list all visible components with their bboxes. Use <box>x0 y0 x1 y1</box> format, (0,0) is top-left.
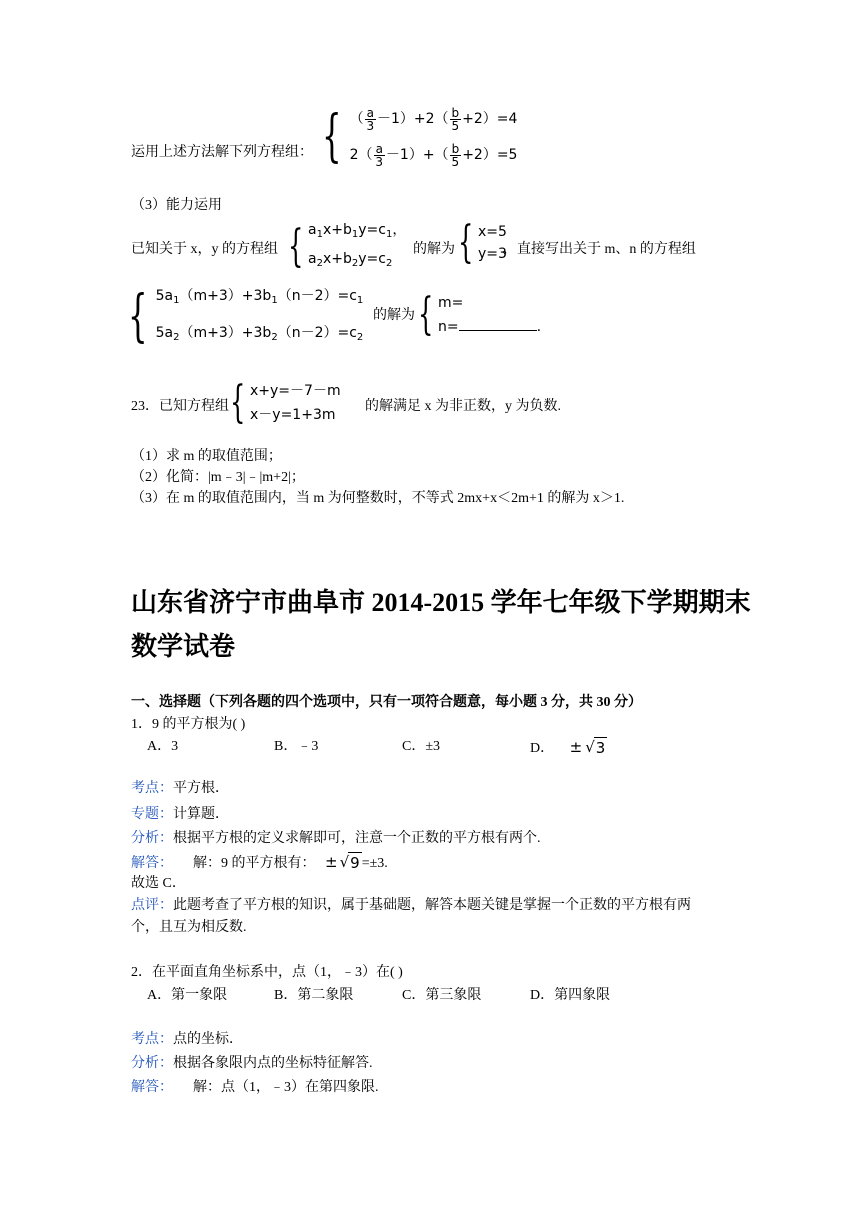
q23-sub1: （1）求 m 的取值范围； <box>131 449 282 464</box>
sqrt-expression: ± √ 3 <box>569 738 606 757</box>
solution-a: { x=5 y=3 <box>458 217 507 268</box>
q23-pre: 23．已知方程组 <box>131 399 229 414</box>
q23-post: 的解满足 x 为非正数，y 为负数. <box>365 399 561 414</box>
q23-system: { x+y=－7－m x－y=1+3m <box>230 377 341 428</box>
left-brace: { <box>418 289 434 340</box>
sqrt-expression: ± √ 9 <box>325 853 360 872</box>
part2-intro: 运用上述方法解下列方程组： <box>131 145 313 160</box>
part3-heading: （3）能力运用 <box>131 198 222 213</box>
q23-sub3: （3）在 m 的取值范围内，当 m 为何整数时，不等式 2mx+x＜2m+1 的解为 x＞1. <box>131 491 625 506</box>
part3-line1-mid: 的解为 <box>413 242 455 257</box>
q1-dianping-cont: 个，且互为相反数. <box>131 920 247 935</box>
q1-option-a: A．3 <box>147 739 179 754</box>
system1-eq2: 2（ $\frac{a}{3}$ －1）+（ $\frac{b}{5}$ +2）=5 <box>349 141 518 169</box>
q2-option-a: A．第一象限 <box>147 988 228 1003</box>
left-brace: { <box>288 221 304 272</box>
q2-jieda: 解答： 解：点（1，﹣3）在第四象限. <box>131 1080 379 1095</box>
q1-option-b: B．﹣3 <box>274 739 319 754</box>
q2-option-c: C．第三象限 <box>402 988 482 1003</box>
exam-title-line1: 山东省济宁市曲阜市 2014-2015 学年七年级下学期期末 <box>131 588 751 617</box>
left-brace: { <box>322 104 342 169</box>
exam-title-line2: 数学试卷 <box>131 632 236 661</box>
part3-line1-post: ，直接写出关于 m、n 的方程组 <box>503 242 696 257</box>
q2-option-d: D．第四象限 <box>530 988 611 1003</box>
answer-blank <box>459 318 537 331</box>
section1-heading: 一、选择题（下列各题的四个选项中，只有一项符合题意，每小题 3 分，共 30 分） <box>131 695 642 710</box>
equation-system-1 <box>322 106 517 168</box>
left-brace: { <box>230 377 246 428</box>
equation-system-b: { $5a_1(m+3)+3b_1(n-2)=c_1$ $5a_2(m+3)+3b_2(n-2)=c_2$ <box>128 284 364 349</box>
q1-jieda: 解答： 解：9 的平方根有： ± √ 9 =±3. <box>131 853 388 872</box>
part3-line2-mid: 的解为 <box>373 308 415 323</box>
q1-guxuan: 故选 C． <box>131 876 186 891</box>
q1-kaodian: 考点：平方根． <box>131 781 229 796</box>
q1-stem: 1．9 的平方根为( ) <box>131 717 246 732</box>
part3-line1-pre: 已知关于 x，y 的方程组 <box>131 242 278 257</box>
q1-zhuanti: 专题：计算题． <box>131 807 229 822</box>
left-brace: { <box>128 284 148 349</box>
equation-system-a: { $a_1x+b_1y=c_1$， $a_2x+b_2y=c_2$ <box>288 221 407 272</box>
left-brace: { <box>458 217 474 268</box>
q2-option-b: B．第二象限 <box>274 988 354 1003</box>
solution-b: { m= n= . <box>418 289 542 340</box>
system1-eq1: （ $\frac{a}{3}$ －1）+2（ $\frac{b}{5}$ +2）=4 <box>349 105 518 133</box>
q1-fenxi: 分析：根据平方根的定义求解即可，注意一个正数的平方根有两个. <box>131 831 541 846</box>
q23-sub2: （2）化简：|m﹣3|﹣|m+2|； <box>131 470 305 485</box>
q1-option-d: D． ± √ 3 <box>530 738 606 757</box>
q2-kaodian: 考点：点的坐标． <box>131 1032 243 1047</box>
q2-stem: 2．在平面直角坐标系中，点（1，﹣3）在( ) <box>131 965 403 980</box>
q1-option-c: C．±3 <box>402 739 441 754</box>
q1-dianping: 点评：此题考查了平方根的知识，属于基础题，解答本题关键是掌握一个正数的平方根有两 <box>131 898 691 913</box>
q2-fenxi: 分析：根据各象限内点的坐标特征解答. <box>131 1056 373 1071</box>
